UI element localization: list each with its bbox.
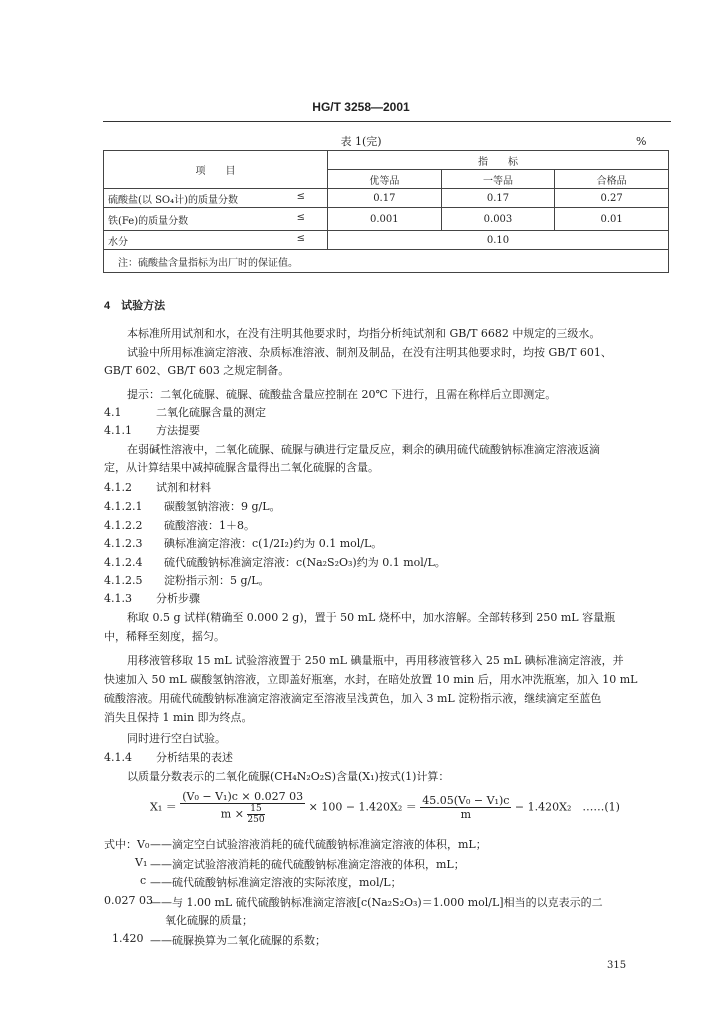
- formula-lhs: X₁ ＝: [150, 800, 177, 814]
- cell: 0.003: [441, 208, 555, 231]
- fraction-2: [420, 794, 511, 821]
- denominator: 250: [247, 815, 265, 825]
- line-text: 快速加入 50 mL 碳酸氢钠溶液，立即盖好瓶塞，水封，在暗处放置 10 min 后，用水冲洗瓶塞，加入 10 mL: [104, 673, 638, 686]
- clause-line: [104, 554, 446, 570]
- spec-table: [103, 150, 669, 273]
- definition-text: ——滴定空白试验溶液消耗的硫代硫酸钠标准滴定溶液的体积，mL；: [150, 838, 487, 851]
- clause-number: 4.1.2.4: [104, 556, 143, 569]
- clause-number: 4.1.2: [104, 481, 132, 494]
- table-unit: %: [636, 135, 647, 148]
- section-heading: [104, 297, 165, 313]
- paragraph-line: [127, 609, 615, 625]
- cell: 0.27: [555, 189, 669, 208]
- paragraph-line: [104, 459, 379, 475]
- clause-line: [104, 404, 266, 420]
- numerator: 15: [247, 804, 264, 815]
- paragraph-line: [127, 652, 624, 668]
- clause-number: 4.1.2.1: [104, 500, 143, 513]
- clause-number: 4.1.1: [104, 424, 132, 437]
- table-row: [104, 231, 669, 250]
- col-header: 一等品: [441, 170, 555, 189]
- cell: 0.17: [328, 189, 442, 208]
- line-text: 定，从计算结果中减掉硫脲含量得出二氧化硫脲的含量。: [104, 461, 379, 474]
- numerator: 45.05(V₀ − V₁)c: [422, 794, 510, 807]
- definition-text: 氧化硫脲的质量；: [165, 914, 253, 927]
- line-text: 试验中所用标准滴定溶液、杂质标准溶液、制剂及制品，在没有注明其他要求时，均按 GB/T 601、: [127, 346, 612, 359]
- line-text: 同时进行空白试验。: [127, 732, 226, 745]
- row-label: 水分: [108, 236, 128, 248]
- clause-line: [104, 572, 270, 588]
- paragraph-line: [104, 671, 637, 687]
- col-item-header: 项 目: [104, 151, 328, 189]
- clause-line: [104, 422, 200, 438]
- clause-line: [104, 535, 382, 551]
- document-header: HG/T 3258—2001: [312, 100, 410, 114]
- symbol: 1.420: [112, 932, 144, 945]
- col-group-header: 指 标: [328, 151, 669, 170]
- paragraph-line: [127, 441, 600, 457]
- line-text: 碳酸氢钠溶液：9 g/L。: [164, 500, 281, 513]
- definition-text: ——硫代硫酸钠标准滴定溶液的实际浓度，mol/L；: [150, 876, 402, 889]
- definition-text: ——与 1.00 mL 硫代硫酸钠标准滴定溶液[c(Na₂S₂O₃)＝1.000 mol/L]相当的以克表示的二: [150, 896, 603, 909]
- clause-line: [104, 749, 233, 765]
- table-row: [104, 189, 669, 208]
- denominator-m: m ×: [220, 807, 248, 821]
- denominator: m: [460, 808, 472, 821]
- paragraph-line: [127, 730, 226, 746]
- line-text: 试剂和材料: [156, 481, 211, 494]
- line-text: 称取 0.5 g 试样(精确至 0.000 2 g)，置于 50 mL 烧杯中，加水溶解。全部转移到 250 mL 容量瓶: [127, 611, 616, 624]
- line-text: 硫酸溶液。用硫代硫酸钠标准滴定溶液滴定至溶液呈浅黄色，加入 3 mL 淀粉指示液，继续滴定至蓝色: [104, 692, 602, 705]
- fraction-1: [180, 790, 305, 825]
- denominator: [180, 804, 305, 825]
- line-text: 硫代硫酸钠标准滴定溶液：c(Na₂S₂O₃)约为 0.1 mol/L。: [164, 556, 446, 569]
- line-text: 中，稀释至刻度，摇匀。: [104, 630, 225, 643]
- formula-tail: − 1.420X₂ ……(1): [514, 800, 620, 814]
- paragraph-line: [127, 325, 600, 341]
- definition-text: ——滴定试验溶液消耗的硫代硫酸钠标准滴定溶液的体积，mL；: [150, 858, 465, 871]
- le-sign: ≤: [296, 211, 305, 223]
- paragraph-line: [127, 768, 449, 784]
- line-text: 分析步骤: [156, 592, 200, 605]
- symbol: 0.027 03: [104, 894, 153, 907]
- cell: 0.01: [555, 208, 669, 231]
- cell: 0.17: [441, 189, 555, 208]
- line-text: 本标准所用试剂和水，在没有注明其他要求时，均指分析纯试剂和 GB/T 6682 中规定的三级水。: [127, 327, 601, 340]
- clause-line: [104, 517, 255, 533]
- clause-line: [104, 479, 211, 495]
- col-header: 优等品: [328, 170, 442, 189]
- table-note: 注：硫酸盐含量指标为出厂时的保证值。: [104, 250, 669, 273]
- clause-number: 4.1.2.2: [104, 519, 143, 532]
- le-sign: ≤: [296, 232, 305, 244]
- paragraph-line: [104, 362, 289, 378]
- le-sign: ≤: [296, 190, 305, 202]
- line-text: 在弱碱性溶液中，二氧化硫脲、硫脲与碘进行定量反应，剩余的碘用硫代硫酸钠标准滴定溶液返滴: [127, 443, 600, 456]
- line-text: 淀粉指示剂：5 g/L。: [164, 574, 270, 587]
- clause-number: 4.1.2.5: [104, 574, 143, 587]
- line-text: GB/T 602、GB/T 603 之规定制备。: [104, 364, 290, 377]
- page-number: 315: [607, 960, 627, 971]
- symbol: c: [140, 874, 147, 887]
- paragraph-line: [104, 628, 225, 644]
- line-text: 硫酸溶液：1＋8。: [164, 519, 255, 532]
- paragraph-line: [104, 690, 601, 706]
- header-rule: [103, 121, 671, 122]
- paragraph-line: [127, 386, 556, 402]
- symbol: V₁: [135, 856, 148, 869]
- clause-number: 4.1.4: [104, 751, 132, 764]
- line-text: 分析结果的表述: [156, 751, 233, 764]
- row-label: 铁(Fe)的质量分数: [108, 215, 189, 227]
- line-text: 用移液管移取 15 mL 试验溶液置于 250 mL 碘量瓶中，再用移液管移入 25 mL 碘标准滴定溶液，并: [127, 654, 624, 667]
- table-caption: 表 1(完): [340, 135, 382, 148]
- line-text: 以质量分数表示的二氧化硫脲(CH₄N₂O₂S)含量(X₁)按式(1)计算：: [127, 770, 450, 783]
- clause-number: 4.1: [104, 406, 122, 419]
- clause-line: [104, 590, 200, 606]
- cell: 0.001: [328, 208, 442, 231]
- definition-text: ——硫脲换算为二氧化硫脲的系数；: [150, 934, 326, 947]
- paragraph-line: [127, 344, 612, 360]
- line-text: 消失且保持 1 min 即为终点。: [104, 711, 253, 724]
- line-text: 提示：二氧化硫脲、硫脲、硫酸盐含量应控制在 20℃ 下进行，且需在称样后立即测定。: [127, 388, 557, 401]
- clause-number: 4.1.3: [104, 592, 132, 605]
- paragraph-line: [104, 709, 253, 725]
- fraction-15-250: [247, 804, 264, 825]
- col-header: 合格品: [555, 170, 669, 189]
- formula-1: [150, 790, 620, 825]
- line-text: 4 试验方法: [104, 300, 166, 312]
- formula-mid: × 100 − 1.420X₂ ＝: [308, 800, 417, 814]
- clause-line: [104, 498, 281, 514]
- line-text: 碘标准滴定溶液：c(1/2I₂)约为 0.1 mol/L。: [164, 537, 383, 550]
- row-label: 硫酸盐(以 SO₄计)的质量分数: [108, 194, 239, 206]
- table-row: [104, 208, 669, 231]
- cell: 0.10: [328, 231, 669, 250]
- symbol: 式中：V₀: [104, 838, 150, 851]
- line-text: 二氧化硫脲含量的测定: [156, 406, 266, 419]
- clause-number: 4.1.2.3: [104, 537, 143, 550]
- numerator: (V₀ − V₁)c × 0.027 03: [182, 790, 304, 803]
- line-text: 方法提要: [156, 424, 200, 437]
